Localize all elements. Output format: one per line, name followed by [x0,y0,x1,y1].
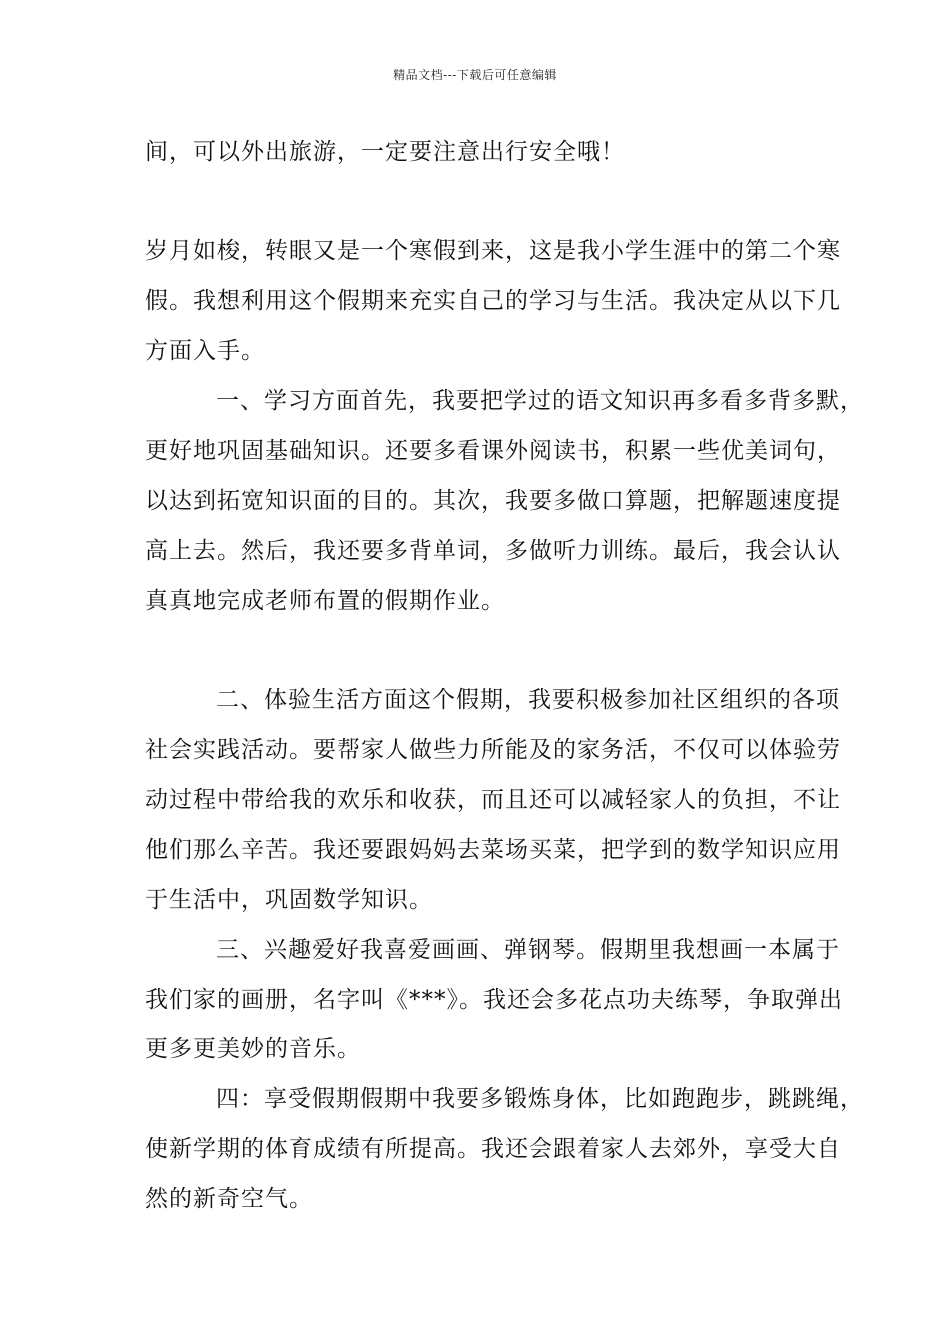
text-line: 社会实践活动。要帮家人做些力所能及的家务活，不仅可以体验劳 [145,737,841,763]
text-line: 更多更美妙的音乐。 [145,1036,361,1062]
text-line: 高上去。然后，我还要多背单词，多做听力训练。最后，我会认认 [145,538,841,564]
text-line: 二、体验生活方面这个假期，我要积极参加社区组织的各项 [216,687,840,713]
text-line: 真真地完成老师布置的假期作业。 [145,588,505,614]
text-line: 然的新奇空气。 [145,1186,313,1212]
text-line: 三、兴趣爱好我喜爱画画、弹钢琴。假期里我想画一本属于 [216,937,840,963]
text-line: 我们家的画册，名字叫《***》。我还会多花点功夫练琴，争取弹出 [145,987,843,1013]
text-line: 更好地巩固基础知识。还要多看课外阅读书，积累一些优美词句， [145,438,841,464]
text-line: 一、学习方面首先，我要把学过的语文知识再多看多背多默， [216,388,864,414]
text-line: 四：享受假期假期中我要多锻炼身体，比如跑跑步，跳跳绳， [216,1086,864,1112]
text-line: 于生活中，巩固数学知识。 [145,887,433,913]
text-line: 以达到拓宽知识面的目的。其次，我要多做口算题，把解题速度提 [145,488,841,514]
text-line: 他们那么辛苦。我还要跟妈妈去菜场买菜，把学到的数学知识应用 [145,837,841,863]
text-line: 假。我想利用这个假期来充实自己的学习与生活。我决定从以下几 [145,288,841,314]
text-line: 方面入手。 [145,338,265,364]
text-line: 使新学期的体育成绩有所提高。我还会跟着家人去郊外，享受大自 [145,1136,841,1162]
page-header: 精品文档---下载后可任意编辑 [393,68,557,82]
text-line: 动过程中带给我的欢乐和收获，而且还可以减轻家人的负担，不让 [145,787,841,813]
text-line: 岁月如梭，转眼又是一个寒假到来，这是我小学生涯中的第二个寒 [145,238,841,264]
text-line: 间，可以外出旅游，一定要注意出行安全哦！ [145,139,625,165]
